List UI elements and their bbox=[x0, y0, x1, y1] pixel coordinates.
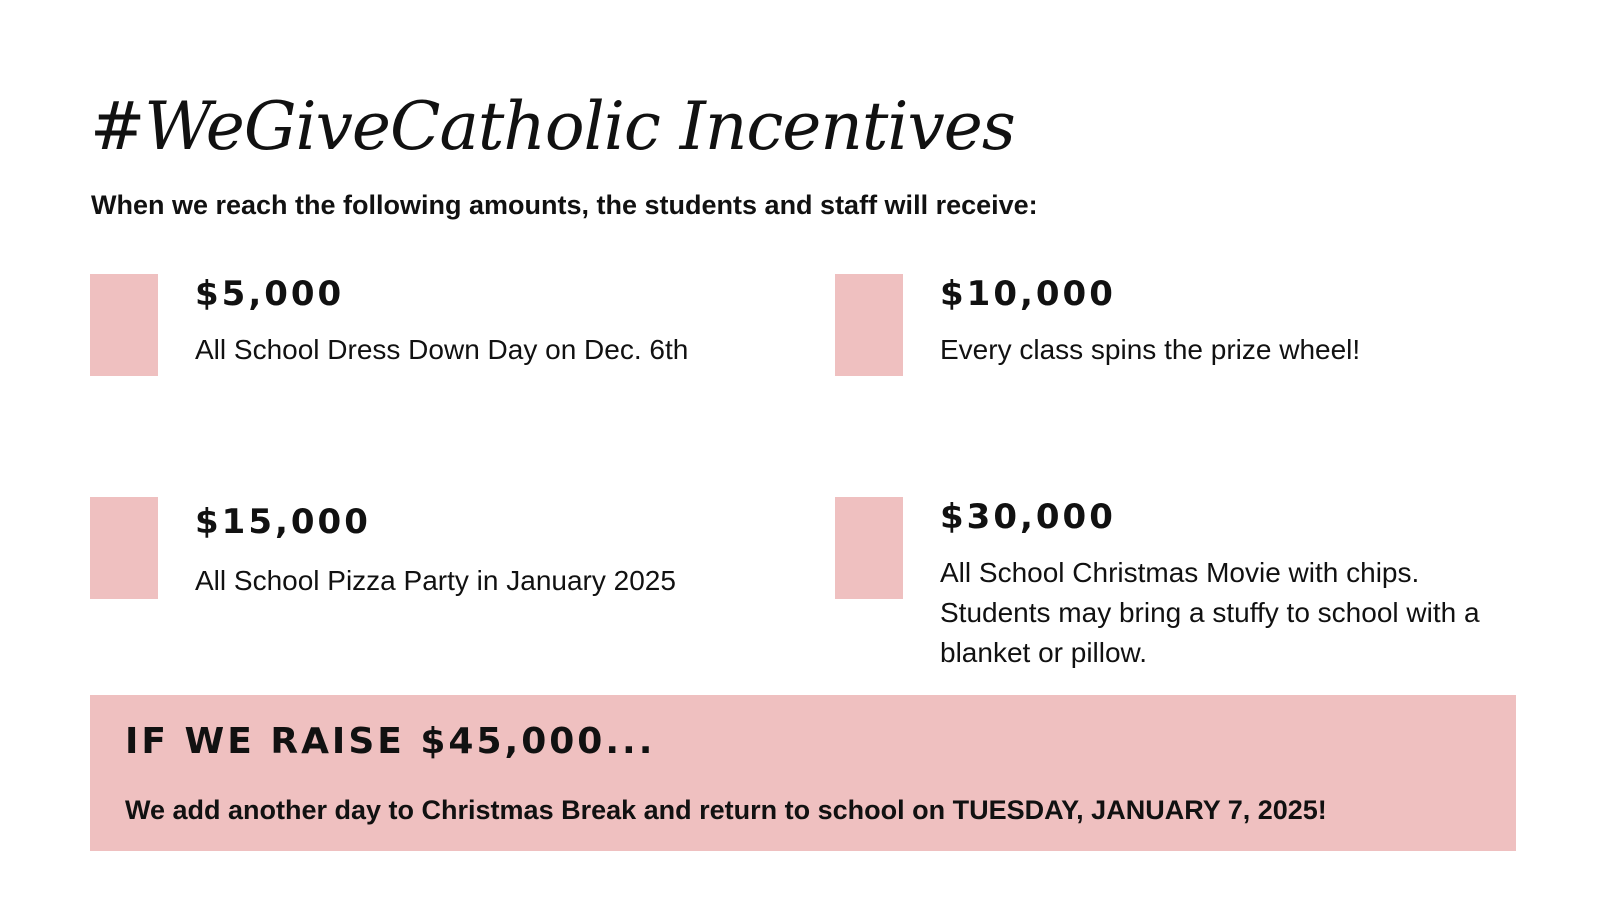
description-30000: All School Christmas Movie with chips. Students may bring a stuffy to school with a blanket or pillow. bbox=[940, 557, 1480, 668]
checkbox-30000 bbox=[835, 497, 903, 599]
checkbox-5000 bbox=[90, 274, 158, 376]
amount-10000: $10,000 bbox=[940, 274, 1116, 314]
description-5000: All School Dress Down Day on Dec. 6th bbox=[195, 334, 689, 365]
page-subtitle: When we reach the following amounts, the students and staff will receive: bbox=[91, 190, 1038, 220]
description-10000: Every class spins the prize wheel! bbox=[940, 334, 1361, 365]
amount-5000: $5,000 bbox=[195, 274, 345, 314]
page-title: #WeGiveCatholic Incentives bbox=[90, 88, 1015, 165]
banner-heading: IF WE RAISE $45,000... bbox=[125, 721, 656, 762]
description-15000: All School Pizza Party in January 2025 bbox=[195, 565, 676, 596]
checkbox-10000 bbox=[835, 274, 903, 376]
amount-15000: $15,000 bbox=[195, 502, 371, 542]
banner-text: We add another day to Christmas Break and return to school on TUESDAY, JANUARY 7, 2025! bbox=[125, 795, 1327, 825]
checkbox-15000 bbox=[90, 497, 158, 599]
goal-banner bbox=[90, 695, 1516, 851]
amount-30000: $30,000 bbox=[940, 497, 1116, 537]
